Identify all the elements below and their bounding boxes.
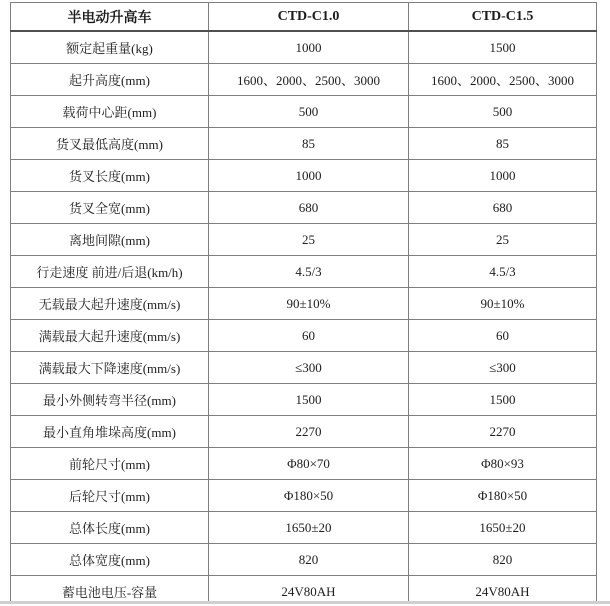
spec-table-body (11, 31, 597, 606)
spec-row (11, 448, 597, 480)
spec-value-ctd-c1-5: 1500 (409, 384, 597, 416)
column-header-model-ctd-c1-0: CTD-C1.0 (209, 3, 409, 32)
spec-value-ctd-c1-0: 500 (209, 96, 409, 128)
spec-value-ctd-c1-5: 60 (409, 320, 597, 352)
spec-label: 前轮尺寸(mm) (11, 448, 209, 480)
spec-value-ctd-c1-5: 1650±20 (409, 512, 597, 544)
spec-row (11, 416, 597, 448)
spec-value-ctd-c1-5: 1500 (409, 31, 597, 64)
table-title-product: 半电动升高车 (11, 3, 209, 32)
spec-label: 蓄电池电压-容量 (11, 576, 209, 606)
spec-label: 后轮尺寸(mm) (11, 480, 209, 512)
spec-row (11, 64, 597, 96)
spec-value-ctd-c1-0: 1500 (209, 384, 409, 416)
spec-value-ctd-c1-0: 820 (209, 544, 409, 576)
spec-value-ctd-c1-5: 680 (409, 192, 597, 224)
spec-value-ctd-c1-5: 820 (409, 544, 597, 576)
spec-value-ctd-c1-5: 25 (409, 224, 597, 256)
spec-label: 满载最大起升速度(mm/s) (11, 320, 209, 352)
spec-value-ctd-c1-5: Φ80×93 (409, 448, 597, 480)
spec-label: 最小外侧转弯半径(mm) (11, 384, 209, 416)
spec-value-ctd-c1-5: 2270 (409, 416, 597, 448)
spec-value-ctd-c1-0: 25 (209, 224, 409, 256)
spec-value-ctd-c1-0: Φ80×70 (209, 448, 409, 480)
spec-label: 总体宽度(mm) (11, 544, 209, 576)
column-header-model-ctd-c1-5: CTD-C1.5 (409, 3, 597, 32)
spec-value-ctd-c1-5: 1000 (409, 160, 597, 192)
spec-row (11, 96, 597, 128)
spec-value-ctd-c1-0: 680 (209, 192, 409, 224)
spec-value-ctd-c1-0: ≤300 (209, 352, 409, 384)
spec-label: 最小直角堆垛高度(mm) (11, 416, 209, 448)
spec-table (10, 2, 597, 606)
spec-value-ctd-c1-0: 90±10% (209, 288, 409, 320)
spec-label: 货叉最低高度(mm) (11, 128, 209, 160)
spec-row (11, 352, 597, 384)
spec-label: 无载最大起升速度(mm/s) (11, 288, 209, 320)
spec-header-row (11, 3, 597, 32)
spec-row (11, 288, 597, 320)
spec-value-ctd-c1-0: 60 (209, 320, 409, 352)
spec-row (11, 384, 597, 416)
spec-value-ctd-c1-5: 90±10% (409, 288, 597, 320)
spec-row (11, 544, 597, 576)
spec-row (11, 320, 597, 352)
spec-row (11, 224, 597, 256)
spec-value-ctd-c1-5: 1600、2000、2500、3000 (409, 64, 597, 96)
spec-label: 起升高度(mm) (11, 64, 209, 96)
spec-label: 货叉长度(mm) (11, 160, 209, 192)
spec-value-ctd-c1-5: 24V80AH (409, 576, 597, 606)
spec-value-ctd-c1-0: 1000 (209, 160, 409, 192)
spec-row (11, 160, 597, 192)
spec-label: 额定起重量(kg) (11, 31, 209, 64)
spec-label: 行走速度 前进/后退(km/h) (11, 256, 209, 288)
spec-label: 货叉全宽(mm) (11, 192, 209, 224)
spec-label: 离地间隙(mm) (11, 224, 209, 256)
spec-row (11, 512, 597, 544)
spec-row (11, 128, 597, 160)
spec-value-ctd-c1-0: 24V80AH (209, 576, 409, 606)
spec-row (11, 480, 597, 512)
spec-label: 满载最大下降速度(mm/s) (11, 352, 209, 384)
spec-value-ctd-c1-0: Φ180×50 (209, 480, 409, 512)
spec-value-ctd-c1-5: Φ180×50 (409, 480, 597, 512)
spec-value-ctd-c1-5: 4.5/3 (409, 256, 597, 288)
spec-row (11, 192, 597, 224)
spec-value-ctd-c1-5: ≤300 (409, 352, 597, 384)
spec-label: 载荷中心距(mm) (11, 96, 209, 128)
spec-value-ctd-c1-0: 85 (209, 128, 409, 160)
spec-row (11, 31, 597, 64)
spec-row (11, 256, 597, 288)
spec-value-ctd-c1-0: 1650±20 (209, 512, 409, 544)
spec-label: 总体长度(mm) (11, 512, 209, 544)
spec-value-ctd-c1-0: 2270 (209, 416, 409, 448)
spec-value-ctd-c1-0: 1000 (209, 31, 409, 64)
spec-value-ctd-c1-5: 85 (409, 128, 597, 160)
spec-value-ctd-c1-0: 4.5/3 (209, 256, 409, 288)
spec-value-ctd-c1-0: 1600、2000、2500、3000 (209, 64, 409, 96)
spec-value-ctd-c1-5: 500 (409, 96, 597, 128)
